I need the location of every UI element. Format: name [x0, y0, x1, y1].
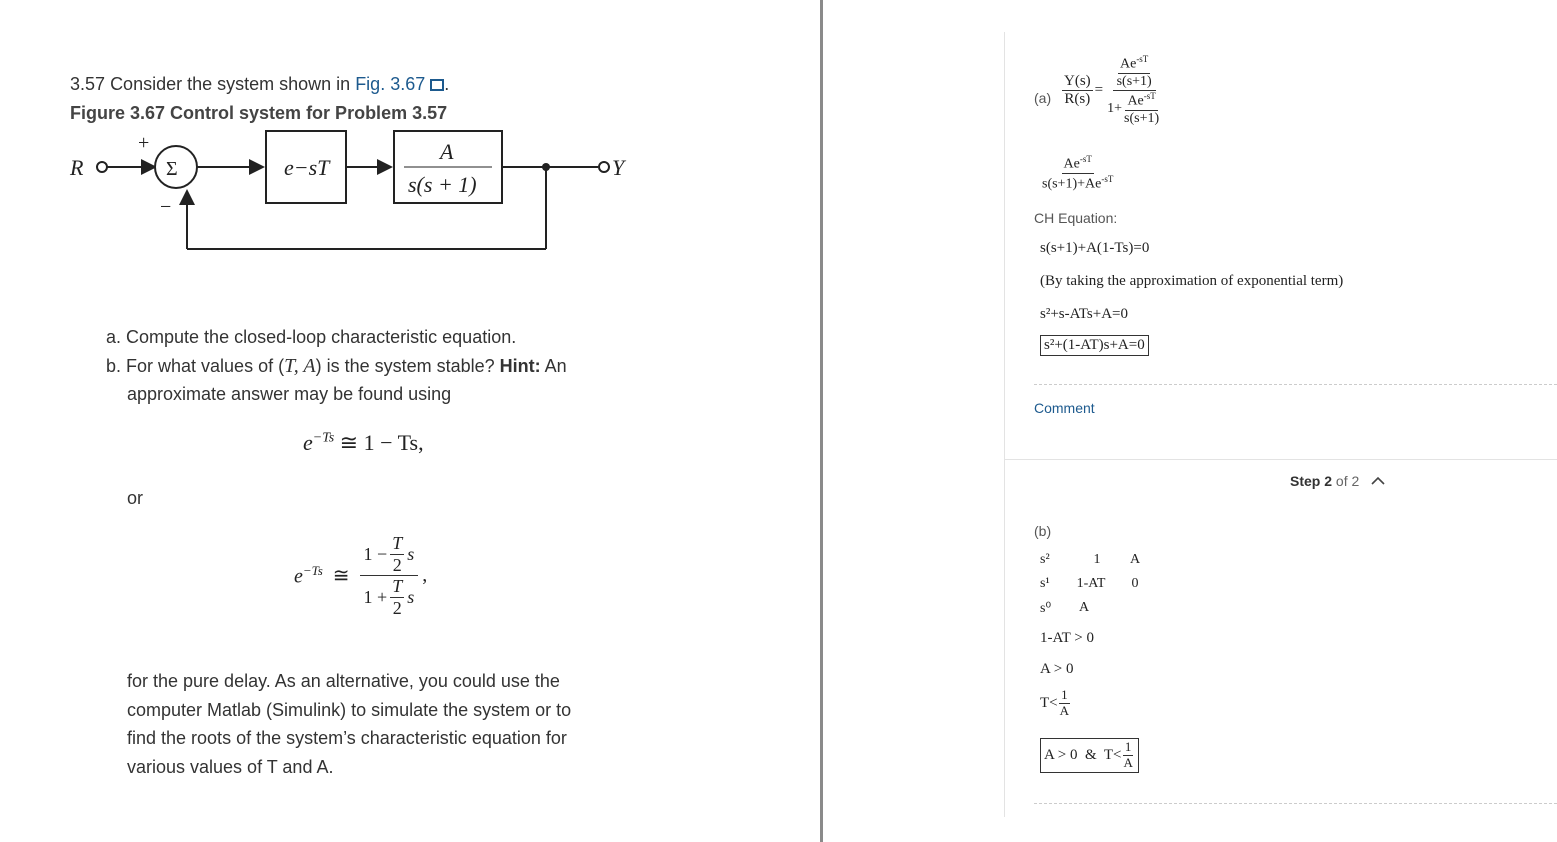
solution-border: [1004, 32, 1005, 817]
routh-table: [1040, 552, 1150, 624]
routh-row: s⁰ A: [1040, 600, 1090, 616]
fig-link[interactable]: Fig. 3.67: [355, 74, 426, 94]
final-stability-condition: A > 0 & T< $\frac{1}{A}$: [1040, 738, 1139, 773]
panel-divider: [820, 0, 823, 842]
final-ch-equation: s²+(1-AT)s+A=0: [1040, 335, 1149, 356]
ch-equation: s(s+1)+A(1-Ts)=0: [1040, 240, 1150, 256]
plant-numerator: A: [440, 139, 454, 164]
part-b: b. For what values of (T, A) is the system stable? Hint: An: [106, 355, 567, 377]
ch-equation-label: CH Equation:: [1034, 210, 1118, 226]
plus-sign: +: [138, 132, 150, 154]
routh-row: s² 1 A: [1040, 552, 1141, 567]
step-divider: [1004, 459, 1557, 460]
part-b-label: (b): [1034, 523, 1052, 539]
output-label: Y: [612, 155, 625, 180]
figure-caption: Figure 3.67 Control system for Problem 3.57: [70, 103, 448, 123]
approximation-2: $e^{-Ts}$ ≅ 1 − $\frac{T}{2}$ s 1 + $\frac{T}{2}$ s ,: [294, 533, 428, 619]
bottom-separator: [1034, 803, 1557, 804]
expanded-equation: s²+s-ATs+A=0: [1040, 306, 1129, 322]
closing-paragraph: for the pure delay. As an alternative, you could use the computer Matlab (Simulink) to simulate the system or to find the roots of the system’s characteristic equation for various values of T and A.: [127, 671, 572, 777]
routh-row: s¹ 1-AT 0: [1040, 576, 1139, 591]
problem-intro: 3.57 Consider the system shown in Fig. 3.67 .: [70, 74, 450, 94]
delay-block: e−sT: [284, 155, 330, 180]
part-a: a. Compute the closed-loop characteristic equation.: [106, 327, 517, 347]
step-indicator: Step 2 of 2: [1290, 473, 1360, 489]
approximation-1: $e^{-Ts}$ ≅ 1 − Ts,: [303, 430, 424, 455]
transfer-function: $\frac{Y(s)}{R(s)}$ = $\frac{Ae^{-sT}}{s(s+1)}$ 1+ $\frac{Ae^{-sT}}{s(s+1)}$: [1064, 54, 1160, 126]
collapse-step-chevron-icon[interactable]: [1368, 471, 1388, 489]
input-label: R: [70, 155, 84, 180]
simplified-tf: $\frac{Ae^{-sT}}{s(s+1)+Ae^{-sT}}$: [1042, 154, 1114, 192]
external-link-icon[interactable]: [430, 79, 444, 91]
approximation-note: (By taking the approximation of exponential term): [1040, 273, 1344, 289]
condition-1: 1-AT > 0: [1040, 630, 1095, 646]
plant-denominator: s(s + 1): [408, 172, 477, 197]
condition-3: T< $\frac{1}{A}$: [1040, 687, 1070, 718]
separator: [1034, 384, 1557, 385]
part-b-line2: approximate answer may be found using: [127, 384, 452, 404]
sum-symbol: Σ: [166, 158, 178, 180]
condition-2: A > 0: [1040, 661, 1074, 677]
part-a-label: (a): [1034, 90, 1052, 106]
block-diagram: [60, 125, 640, 260]
comment-link[interactable]: Comment: [1034, 400, 1095, 416]
minus-sign: −: [160, 196, 172, 218]
or-text: or: [127, 488, 144, 508]
